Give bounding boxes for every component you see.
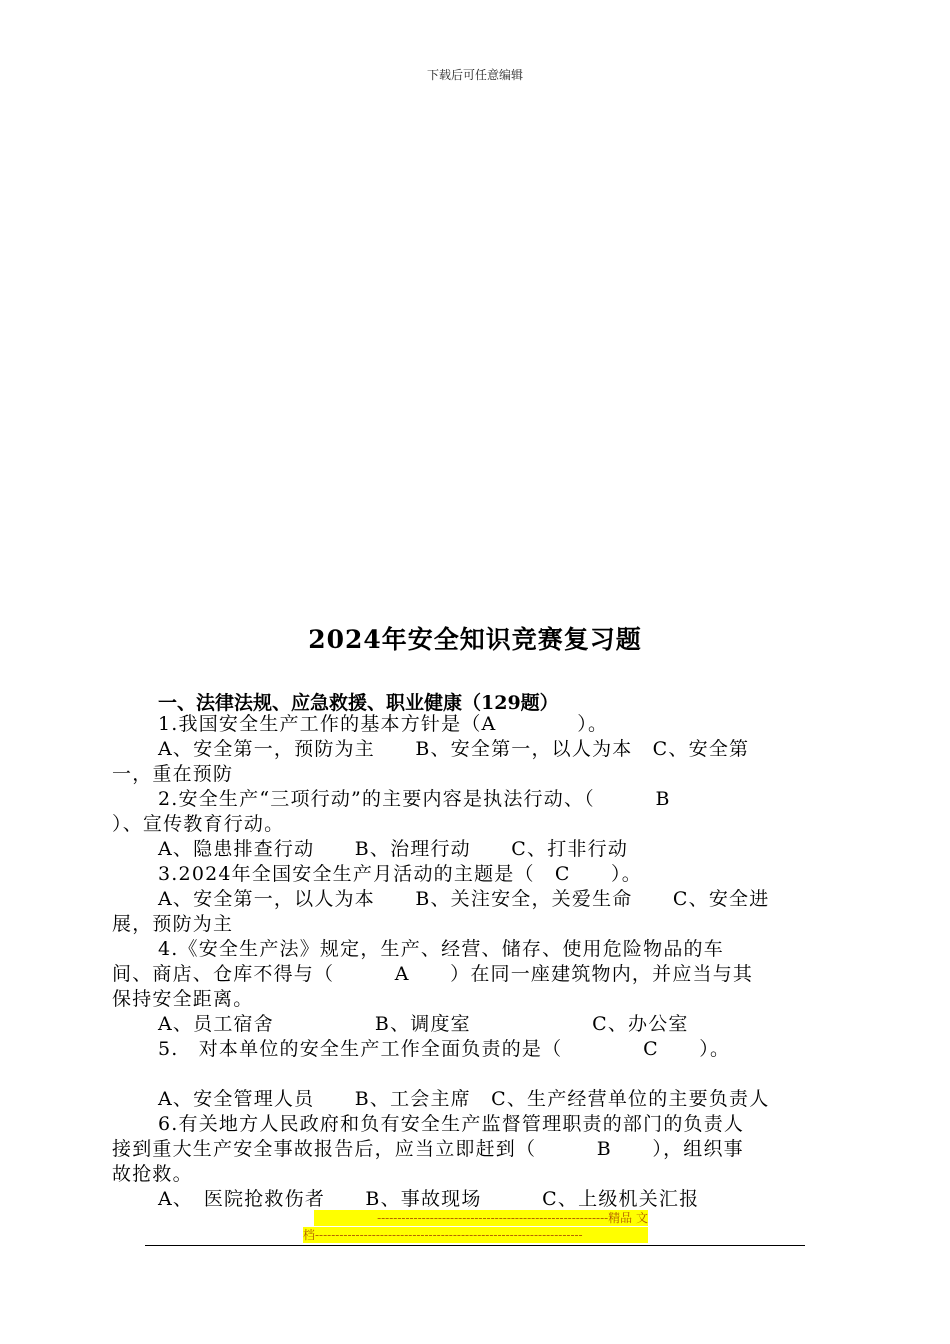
footer-rule	[145, 1245, 805, 1246]
question-6-cont: 接到重大生产安全事故报告后，应当立即赶到（ B ），组织事	[112, 1138, 744, 1160]
question-5: 5. 对本单位的安全生产工作全面负责的是（ C ）。	[158, 1038, 731, 1060]
question-2: 2.安全生产“三项行动”的主要内容是执法行动、（ B	[158, 788, 671, 810]
document-title: 2024年安全知识竞赛复习题	[308, 625, 642, 654]
footer-watermark-line-2: 档------------------------------------------------------------------	[303, 1227, 648, 1243]
question-6-options: A、 医院抢救伤者 B、事故现场 C、上级机关汇报	[158, 1188, 700, 1210]
section-heading: 一、法律法规、应急救援、职业健康（129题）	[158, 692, 559, 714]
blank-line	[112, 1062, 802, 1087]
question-4-options: A、员工宿舍 B、调度室 C、办公室	[158, 1013, 689, 1035]
question-2-cont: ）、宣传教育行动。	[112, 813, 285, 835]
question-2-options: A、隐患排查行动 B、治理行动 C、打非行动	[158, 838, 629, 860]
question-4-cont-2: 保持安全距离。	[112, 988, 254, 1010]
question-1-options-cont: 一，重在预防	[112, 763, 234, 785]
question-3-options-cont: 展，预防为主	[112, 913, 234, 935]
question-6-cont-2: 故抢救。	[112, 1163, 193, 1185]
question-1-options: A、安全第一，预防为主 B、安全第一，以人为本 C、安全第	[158, 738, 750, 760]
question-body	[112, 712, 802, 1212]
question-5-options: A、安全管理人员 B、工会主席 C、生产经营单位的主要负责人	[158, 1088, 770, 1110]
page-header-note: 下载后可任意编辑	[426, 68, 523, 82]
question-3: 3.2024年全国安全生产月活动的主题是（ C ）。	[158, 863, 642, 885]
footer-watermark-line-1: ---------------------------------------------------------精品 文	[314, 1210, 648, 1226]
question-1: 1.我国安全生产工作的基本方针是（A ）。	[158, 713, 609, 735]
question-6: 6.有关地方人民政府和负有安全生产监督管理职责的部门的负责人	[158, 1113, 745, 1135]
question-3-options: A、安全第一，以人为本 B、关注安全，关爱生命 C、安全进	[158, 888, 770, 910]
question-4: 4.《安全生产法》规定，生产、经营、储存、使用危险物品的车	[158, 938, 724, 960]
question-4-cont: 间、商店、仓库不得与（ A ）在同一座建筑物内，并应当与其	[112, 963, 754, 985]
